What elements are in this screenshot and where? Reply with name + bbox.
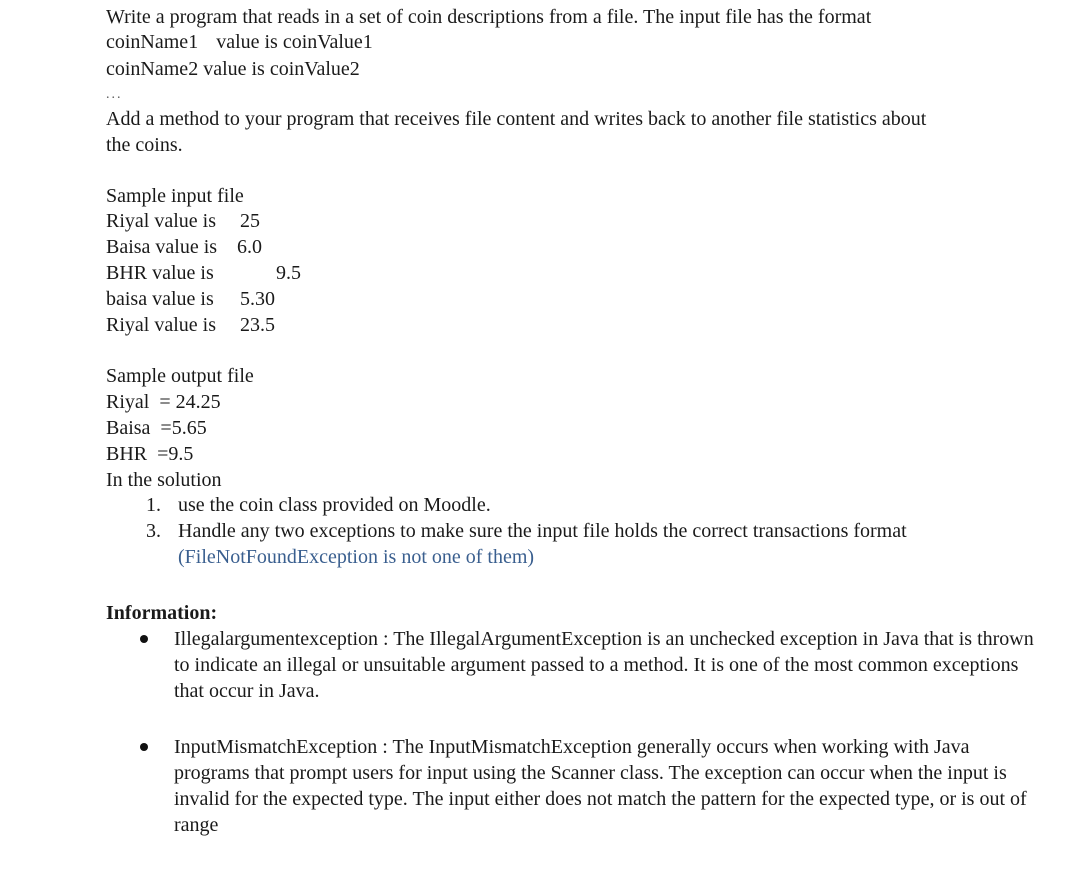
intro-line-1: Write a program that reads in a set of coin descriptions from a file. The input file has the format bbox=[106, 6, 872, 28]
sample-input-label: Riyal value is bbox=[106, 210, 216, 232]
sample-input-label: baisa value is bbox=[106, 288, 214, 310]
sample-input-value: 25 bbox=[240, 210, 260, 232]
ellipsis: ... bbox=[106, 87, 123, 102]
sample-input-value: 5.30 bbox=[240, 288, 275, 310]
intro-line-4: Add a method to your program that receives file content and writes back to another file statistics about bbox=[106, 108, 927, 130]
solution-item-number: 1. bbox=[146, 494, 161, 516]
intro-line-3: coinName2 value is coinValue2 bbox=[106, 58, 360, 80]
sample-input-label: BHR value is bbox=[106, 262, 214, 284]
solution-item-note: (FileNotFoundException is not one of them) bbox=[178, 546, 535, 568]
information-title: Information: bbox=[106, 602, 218, 624]
coin-name-1: coinName1 bbox=[106, 31, 199, 53]
sample-input-value: 9.5 bbox=[276, 262, 301, 284]
solution-item-text: use the coin class provided on Moodle. bbox=[178, 494, 491, 516]
sample-input-value: 23.5 bbox=[240, 314, 275, 336]
solution-item-number: 3. bbox=[146, 520, 161, 542]
sample-input-title: Sample input file bbox=[106, 185, 244, 207]
sample-output-title: Sample output file bbox=[106, 365, 254, 387]
sample-input-label: Baisa value is bbox=[106, 236, 218, 258]
bullet-icon bbox=[140, 743, 148, 751]
intro-line-5: the coins. bbox=[106, 134, 183, 156]
bullet-icon bbox=[140, 635, 148, 643]
sample-input-row bbox=[106, 312, 216, 338]
information-bullet-text: Illegalargumentexception : The IllegalArgumentException is an unchecked exception in Java that is thrown to indicate an illegal or unsuitable argument passed to a method. It is one of the most common exceptions that occur in Java. bbox=[174, 628, 1034, 702]
sample-input-label: Riyal value is bbox=[106, 314, 216, 336]
sample-output-row: Riyal = 24.25 bbox=[106, 391, 221, 413]
intro-line-2 bbox=[106, 29, 373, 55]
solution-item-text: Handle any two exceptions to make sure the input file holds the correct transactions format bbox=[178, 520, 907, 542]
coin-value-1-text: value is coinValue1 bbox=[216, 31, 373, 53]
information-bullet-text: InputMismatchException : The InputMismatchException generally occurs when working with Java programs that prompt users for input using the Scanner class. The exception can occur when the input is invalid for the expected type. The input either does not match the pattern for the expected type, or is out of range bbox=[174, 736, 1027, 836]
sample-input-row bbox=[106, 208, 216, 234]
sample-input-row bbox=[106, 286, 214, 312]
sample-output-row: Baisa =5.65 bbox=[106, 417, 207, 439]
solution-title: In the solution bbox=[106, 469, 222, 491]
sample-output-row: BHR =9.5 bbox=[106, 443, 194, 465]
sample-input-row bbox=[106, 234, 217, 260]
sample-input-row bbox=[106, 260, 214, 286]
sample-input-value: 6.0 bbox=[237, 236, 262, 258]
